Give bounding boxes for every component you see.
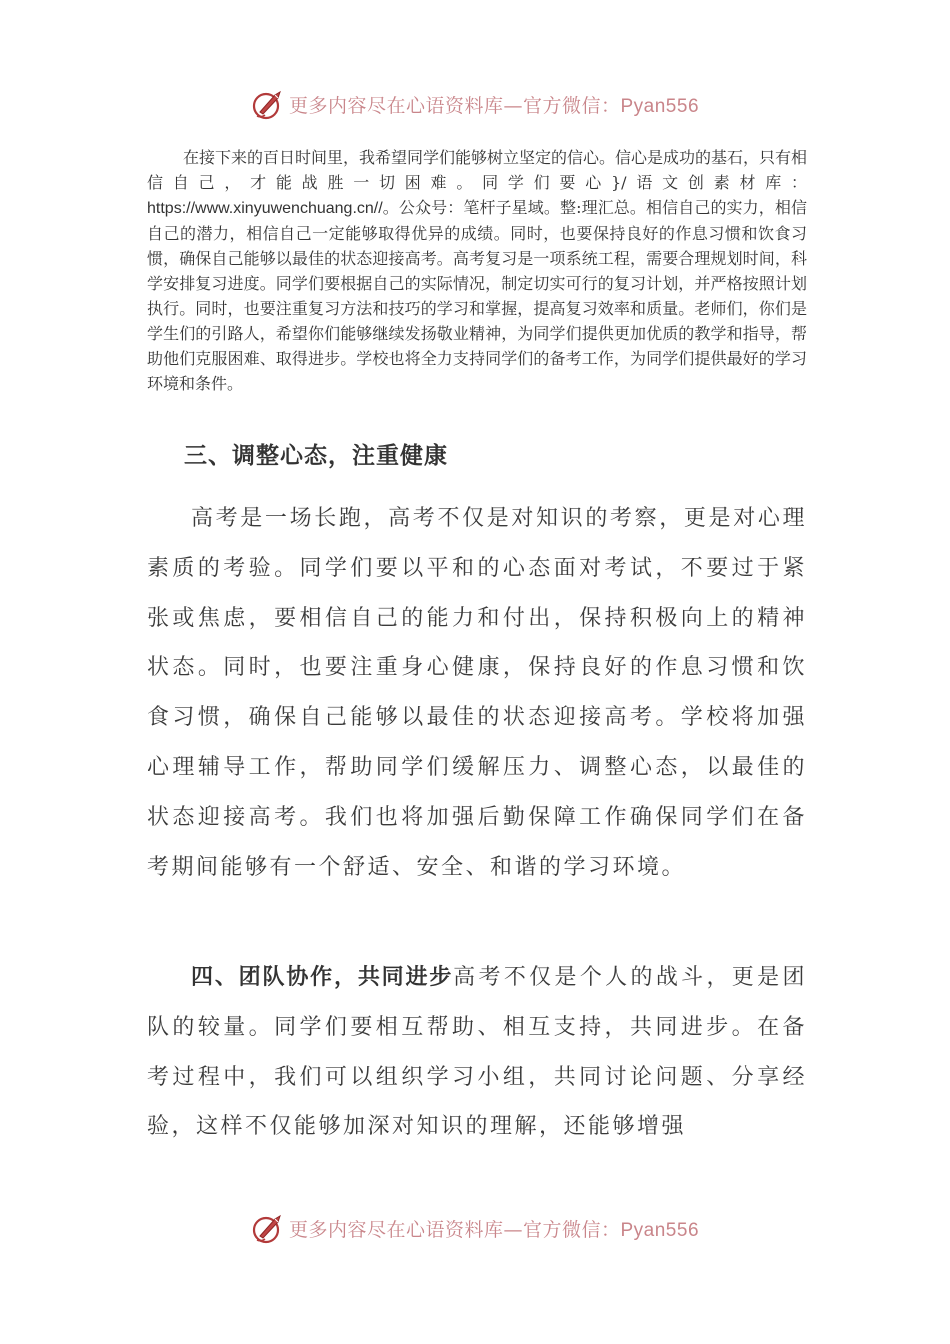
banner-content [251, 87, 699, 121]
wechat-id: Pyan556 [620, 95, 700, 117]
footer-banner [0, 1206, 950, 1250]
header-banner [0, 82, 950, 126]
pen-nib-logo-icon [251, 87, 285, 121]
section-3-paragraph: 高考是一场长跑，高考不仅是对知识的考察，更是对心理素质的考验。同学们要以平和的心态面对考试，不要过于紧张或焦虑，要相信自己的能力和付出，保持积极向上的精神状态。同时，也要注重身心健康，保持良好的作息习惯和饮食习惯，确保自己能够以最佳的状态迎接高考。学校将加强心理辅导工作，帮助同学们缓解压力、调整心态，以最佳的状态迎接高考。我们也将加强后勤保障工作确保同学们在备考期间能够有一个舒适、安全、和谐的学习环境。 [147, 506, 807, 880]
section-4-paragraph [147, 953, 807, 1152]
banner-text: 更多内容尽在心语资料库—官方微信：Pyan556 [288, 1218, 700, 1241]
section-heading-3: 三、调整心态，注重健康 [184, 443, 448, 469]
intro-paragraph [147, 145, 807, 396]
banner-content [251, 1211, 699, 1245]
banner-text: 更多内容尽在心语资料库—官方微信：Pyan556 [288, 94, 700, 117]
paragraph-text-after-url: 。公众号：笔杆子星域。整:理汇总。相信自己的实力，相信自己的潜力，相信自己一定能够取得优异的成绩。同时，也要保持良好的作息习惯和饮食习惯，确保自己能够以最佳的状态迎接高考。高考复习是一项系统工程，需要合理规划时间，科学安排复习进度。同学们要根据自己的实际情况，制定切实可行的复习计划，并严格按照计划执行。同时，也要注重复习方法和技巧的学习和掌握，提高复习效率和质量。老师们，你们是学生们的引路人，希望你们能够继续发扬敬业精神，为同学们提供更加优质的教学和指导，帮助他们克服困难、取得进步。学校也将全力支持同学们的备考工作，为同学们提供最好的学习环境和条件。 [147, 198, 807, 393]
wechat-id: Pyan556 [620, 1219, 700, 1241]
website-url[interactable]: https://www.xinyuwenchuang.cn// [147, 200, 383, 217]
paragraph-text-before-url: 在接下来的百日时间里，我希望同学们能够树立坚定的信心。信心是成功的基石，只有相信自己，才能战胜一切困难。同学们要心}/语文创素材库： [147, 148, 808, 192]
section-heading-4: 四、团队协作，共同进步 [191, 965, 454, 990]
pen-nib-logo-icon [251, 1211, 285, 1245]
section-4-body: 高考不仅是个人的战斗，更是团队的较量。同学们要相互帮助、相互支持，共同进步。在备考过程中，我们可以组织学习小组，共同讨论问题、分享经验，这样不仅能够加深对知识的理解，还能够增强 [147, 965, 807, 1140]
